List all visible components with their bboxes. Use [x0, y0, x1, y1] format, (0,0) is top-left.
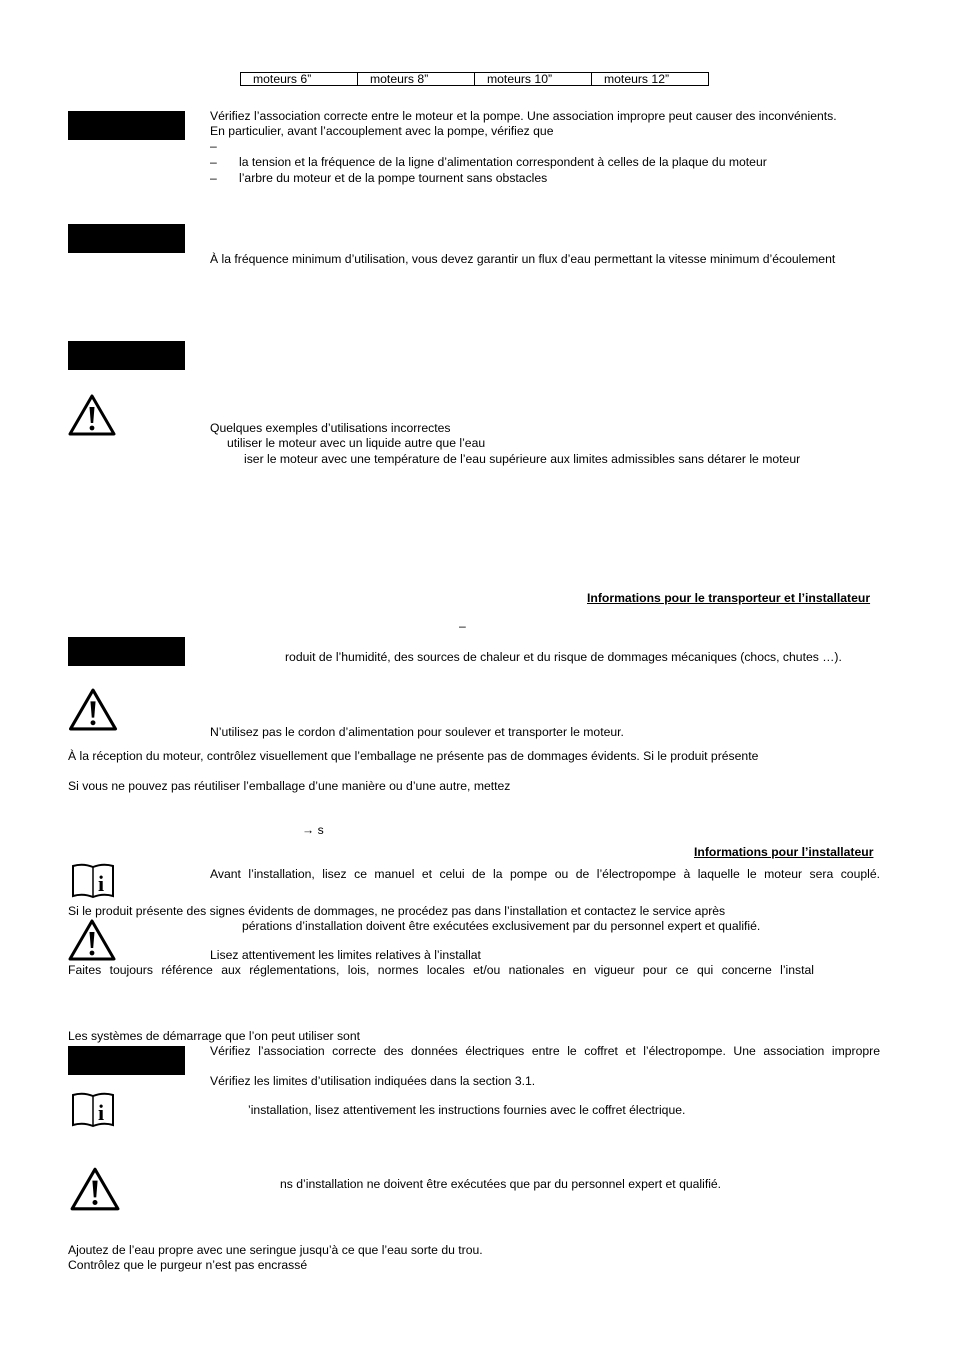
- manual-info-icon: [70, 862, 116, 900]
- paragraph-line: → s: [302, 823, 324, 837]
- svg-text:i: i: [97, 1100, 105, 1125]
- warning-icon: [67, 393, 117, 437]
- paragraph-line: Contrôlez que le purgeur n’est pas encrassé: [68, 1258, 308, 1272]
- redacted-label-box: [68, 111, 185, 140]
- paragraph-line: ns d’installation ne doivent être exécutées que par du personnel expert et qualifié.: [280, 1177, 722, 1191]
- list-dash: –: [210, 155, 217, 169]
- list-dash: –: [210, 171, 217, 185]
- warning-icon: [67, 687, 119, 732]
- paragraph-line: roduit de l’humidité, des sources de chaleur et du risque de dommages mécaniques (chocs, chutes …).: [285, 650, 842, 664]
- list-dash: –: [210, 139, 217, 153]
- redacted-label-box: [68, 224, 185, 253]
- paragraph-line: Lisez attentivement les limites relatives à l’installat: [210, 948, 481, 962]
- redacted-label-box: [68, 341, 185, 370]
- paragraph-line: Si le produit présente des signes évidents de dommages, ne procédez pas dans l’installation et contactez le service après: [68, 904, 726, 918]
- table-cell: moteurs 10”: [475, 73, 592, 86]
- paragraph-line: Vérifiez l’association correcte des données électriques entre le coffret et l’électropompe. Une association impropre: [210, 1044, 880, 1058]
- paragraph-line: ’installation, lisez attentivement les instructions fournies avec le coffret électrique.: [248, 1103, 686, 1117]
- paragraph-line: À la fréquence minimum d’utilisation, vous devez garantir un flux d’eau permettant la vitesse minimum d’écoulement: [210, 252, 836, 266]
- table-cell: moteurs 8”: [358, 73, 475, 86]
- motor-size-table: [240, 72, 709, 86]
- paragraph-line: Vérifiez l’association correcte entre le moteur et la pompe. Une association impropre peut causer des inconvénients.: [210, 109, 837, 123]
- list-item: l’arbre du moteur et de la pompe tournent sans obstacles: [239, 171, 548, 185]
- paragraph-line: Si vous ne pouvez pas réutiliser l’emballage d’une manière ou d’une autre, mettez: [68, 779, 511, 793]
- redacted-label-box: [68, 637, 185, 666]
- paragraph-line: Ajoutez de l’eau propre avec une seringue jusqu’à ce que l’eau sorte du trou.: [68, 1243, 483, 1257]
- paragraph-line: En particulier, avant l’accouplement avec la pompe, vérifiez que: [210, 124, 554, 138]
- paragraph-line: À la réception du moteur, contrôlez visuellement que l’emballage ne présente pas de dommages évidents. Si le produit présente: [68, 749, 759, 763]
- paragraph-line: N’utilisez pas le cordon d’alimentation pour soulever et transporter le moteur.: [210, 725, 624, 739]
- list-item: utiliser le moteur avec un liquide autre que l’eau: [227, 436, 486, 450]
- table-cell: moteurs 6”: [241, 73, 358, 86]
- section-heading: Informations pour le transporteur et l’installateur: [587, 591, 871, 605]
- svg-text:i: i: [97, 871, 105, 896]
- paragraph-line: Quelques exemples d’utilisations incorrectes: [210, 421, 451, 435]
- table-cell: moteurs 12”: [592, 73, 709, 86]
- warning-icon: [67, 918, 117, 962]
- manual-info-icon: [70, 1091, 116, 1129]
- list-item: la tension et la fréquence de la ligne d’alimentation correspondent à celles de la plaque du moteur: [239, 155, 767, 169]
- paragraph-line: Avant l’installation, lisez ce manuel et celui de la pompe ou de l’électropompe à laquelle le moteur sera couplé.: [210, 867, 880, 881]
- paragraph-line: Les systèmes de démarrage que l’on peut utiliser sont: [68, 1029, 360, 1043]
- list-item: iser le moteur avec une température de l’eau supérieure aux limites admissibles sans détarer le moteur: [244, 452, 801, 466]
- warning-icon: [69, 1166, 121, 1212]
- section-heading: Informations pour l’installateur: [694, 845, 874, 859]
- paragraph-line: pérations d’installation doivent être exécutées exclusivement par du personnel expert et qualifié.: [242, 919, 761, 933]
- list-dash: –: [459, 619, 466, 633]
- paragraph-line: Faites toujours référence aux réglementations, lois, normes locales et/ou nationales en vigueur pour ce qui concerne l’instal: [68, 963, 814, 977]
- paragraph-line: Vérifiez les limites d’utilisation indiquées dans la section 3.1.: [210, 1074, 536, 1088]
- redacted-label-box: [68, 1046, 185, 1075]
